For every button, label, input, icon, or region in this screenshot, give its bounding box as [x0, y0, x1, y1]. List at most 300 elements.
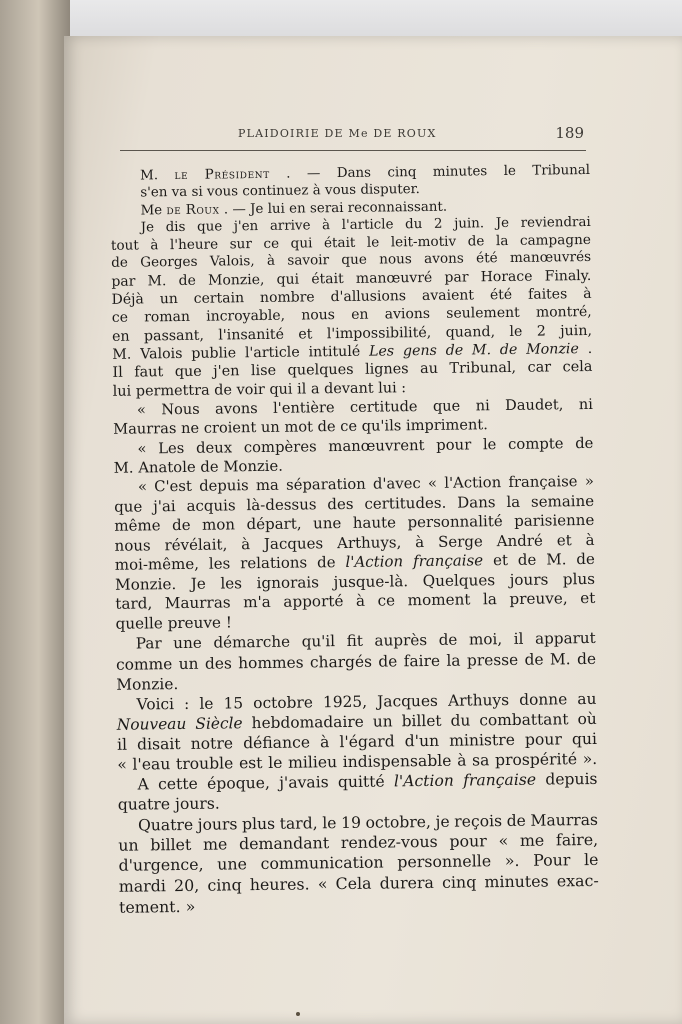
word: Daudet, [504, 396, 564, 414]
word: arrive [269, 218, 311, 235]
word: ce [111, 309, 129, 327]
word: à [583, 286, 592, 303]
word: certain [193, 290, 245, 307]
word: cinq [207, 875, 242, 895]
word: rendez-vous [340, 831, 438, 852]
word: moi-même, [114, 554, 200, 574]
word: notre [190, 733, 234, 753]
word: ignorais [256, 572, 320, 592]
word: Siècle [195, 713, 243, 733]
word: française [508, 473, 578, 492]
word: Georges [140, 254, 198, 271]
word: il [116, 735, 128, 754]
word: haute [352, 513, 397, 532]
word: impriment. [405, 416, 488, 435]
word: de [316, 553, 336, 572]
word: 2 [433, 216, 443, 233]
word: l'Action [345, 552, 404, 571]
word: plus [241, 814, 276, 833]
word: qui [571, 729, 598, 748]
word: nous [301, 307, 336, 324]
word: Finaly. [544, 267, 592, 285]
word: que [196, 219, 223, 235]
word: un [118, 835, 139, 855]
word: Pour [533, 850, 571, 871]
word: j'ai [153, 496, 176, 515]
word: Tribunal, [449, 360, 517, 378]
word: de [575, 434, 594, 452]
word: . [587, 340, 593, 357]
word: en [111, 328, 130, 345]
word: donne [519, 689, 568, 709]
word: . [223, 202, 229, 218]
word: française [412, 551, 484, 571]
word: un [159, 291, 178, 308]
facing-page-edge [0, 0, 70, 1024]
word: preuve, [509, 589, 568, 609]
word: par [444, 269, 469, 286]
word: mardi [118, 876, 167, 896]
word: durera [379, 872, 434, 893]
word: en [289, 201, 306, 217]
word: moi, [468, 629, 503, 649]
word: la [482, 590, 498, 609]
word: l'eau [132, 754, 171, 774]
word: » [584, 473, 594, 491]
word: serai [309, 200, 344, 217]
word: depuis [199, 477, 249, 496]
word: savoir [287, 252, 330, 269]
word: je [435, 812, 450, 831]
word: cinq [441, 872, 477, 892]
word: l'impossibilité, [326, 324, 432, 342]
word: cette [157, 774, 198, 794]
word: de [200, 458, 219, 476]
word: de [467, 232, 485, 250]
word: 19 [340, 813, 362, 832]
word: Dans [457, 492, 496, 512]
word: André [496, 531, 543, 550]
word: minutes [432, 164, 488, 180]
word: départ, [246, 514, 302, 534]
word: nous [379, 251, 412, 268]
word: une [312, 514, 342, 533]
word: lignes [364, 361, 409, 379]
word: qu'il [301, 631, 336, 651]
word: presse [466, 650, 519, 670]
word: nous [114, 535, 151, 555]
word: Monzie. [114, 574, 177, 594]
word: d'un [404, 731, 440, 750]
word: plus [562, 569, 596, 588]
word: Quelques [422, 570, 496, 590]
word: avions [384, 306, 431, 323]
word: pour [436, 436, 472, 454]
facing-page-text-fragment [2, 20, 25, 77]
word: sa [471, 751, 490, 770]
word: l'heure [169, 236, 219, 253]
word: et [298, 325, 313, 343]
word: l'article [244, 344, 300, 362]
word: cinq [387, 165, 417, 181]
word: intitulé [308, 343, 361, 361]
word: et [580, 589, 596, 608]
word: le [268, 753, 283, 772]
word: : [183, 694, 190, 713]
word: à [355, 592, 366, 611]
word: incroyable, [206, 308, 286, 326]
word: de [438, 630, 458, 649]
word: ce [377, 591, 396, 610]
word: gens [402, 342, 437, 360]
body-text [96, 162, 599, 918]
word: des [204, 653, 232, 673]
word: « [137, 478, 148, 496]
word: à [241, 534, 251, 553]
word: tement. [118, 896, 181, 917]
word: faut [134, 364, 164, 381]
word: qui [290, 234, 313, 252]
word: un [372, 711, 393, 731]
word: : [401, 380, 407, 397]
word: reconnaissant. [347, 199, 448, 216]
word: moment [407, 590, 471, 610]
word: Roux [185, 202, 220, 218]
word: à [319, 732, 330, 751]
word: billet [150, 834, 192, 855]
word: combattant [479, 709, 569, 729]
word: M. [471, 342, 492, 359]
word: le [174, 167, 189, 184]
word: le [366, 234, 380, 251]
word: ma [255, 477, 279, 495]
word: M. [113, 459, 134, 477]
word: « [117, 755, 127, 774]
word: pour [524, 729, 562, 749]
word: ». [582, 749, 598, 768]
word: mon [202, 515, 236, 534]
word: jours [509, 570, 549, 589]
word: ! [225, 613, 233, 632]
header-rule [120, 150, 586, 151]
word: avaient [421, 287, 475, 305]
word: de [517, 550, 537, 569]
word: et [556, 530, 572, 549]
word: milieu [287, 752, 338, 772]
word: faites [528, 286, 568, 303]
word: ne [180, 419, 200, 437]
word: à [415, 532, 425, 551]
word: chargés [309, 652, 373, 671]
word: quatre [117, 795, 171, 815]
word: tout [110, 237, 139, 254]
word: campagne [519, 231, 591, 249]
word: indispensable [342, 751, 452, 771]
word: au [420, 361, 439, 378]
word: démarche [213, 632, 291, 652]
word: M. [549, 649, 571, 669]
word: apporté [283, 592, 344, 612]
word: seulement [446, 305, 520, 323]
word: prospérité [494, 750, 578, 770]
word: billet [401, 711, 442, 730]
word: Me [140, 203, 163, 219]
word: des [327, 494, 354, 513]
word: juin. [454, 216, 485, 232]
word: j'en [213, 363, 240, 381]
word: publie [191, 345, 237, 362]
word: va [171, 185, 188, 201]
word: était [323, 234, 356, 251]
word: d'allusions [330, 288, 407, 306]
word: une [217, 854, 248, 875]
word: « [498, 830, 509, 851]
word: auprès [374, 630, 428, 650]
word: quitté [337, 772, 385, 792]
word: de [111, 254, 129, 272]
word: même [114, 516, 161, 535]
word: qui [276, 271, 300, 288]
word: de [524, 650, 544, 669]
word: Monzie. [223, 457, 284, 476]
word: de [506, 811, 526, 830]
word: quelle [115, 614, 163, 633]
word: le [503, 163, 517, 180]
word: les [208, 554, 231, 573]
word: Anatole [138, 458, 196, 477]
word: devant [323, 380, 374, 398]
word: révélait, [164, 534, 228, 554]
word: 1925, [322, 692, 368, 711]
word: permettra [135, 382, 210, 400]
word: s'en [140, 185, 168, 201]
word: l'égard [339, 731, 395, 751]
word: « [317, 874, 328, 894]
word: que [114, 496, 143, 516]
word: du [405, 217, 423, 233]
word: « [137, 440, 147, 458]
word: cela [562, 359, 593, 376]
word: acquis [186, 495, 236, 515]
word: pour [449, 831, 487, 851]
word: Il [112, 365, 123, 382]
word: Je [495, 216, 510, 232]
word: disait [136, 734, 181, 754]
word: de [214, 382, 233, 399]
word: d'urgence, [118, 855, 204, 876]
word: de [499, 341, 518, 359]
word: de [445, 342, 464, 359]
word: Je [140, 220, 155, 236]
word: Nous [161, 400, 200, 419]
word: Jacques [377, 691, 439, 711]
word: Tribunal [532, 162, 591, 179]
word: exac- [556, 870, 599, 891]
word: été [489, 287, 513, 304]
word: certitude [349, 397, 418, 416]
page-number: 189 [555, 124, 584, 142]
word: de [378, 651, 398, 671]
word: » [185, 896, 196, 916]
word: heures. [249, 874, 310, 895]
word: Par [135, 633, 162, 653]
word: Monzie [526, 341, 579, 358]
word: demandant [238, 833, 330, 854]
word: en [351, 307, 369, 324]
word: disputer. [360, 182, 420, 199]
word: est [238, 753, 263, 773]
word: lui [267, 201, 285, 217]
word: jours [197, 814, 238, 834]
word: à [266, 253, 276, 270]
word: manœuvrés [509, 249, 592, 267]
word: jours. [174, 794, 220, 814]
word: manœuvrent [328, 436, 425, 455]
word: 2 [536, 323, 546, 340]
word: personnelle [397, 851, 492, 872]
word: vous [206, 184, 239, 201]
word: ministre [449, 730, 516, 750]
word: la [495, 232, 509, 249]
word: Cela [335, 873, 372, 894]
word: quand, [445, 323, 496, 341]
word: qui [269, 381, 293, 399]
word: de [178, 272, 196, 289]
word: depuis [545, 770, 598, 789]
word: avons [424, 250, 464, 268]
word: le [322, 813, 337, 832]
word: l'entière [272, 398, 335, 417]
word: de [317, 417, 336, 436]
word: la [446, 651, 461, 670]
word: — [306, 166, 321, 182]
word: deux [195, 439, 233, 457]
word: tard, [279, 813, 318, 833]
word: Monzie, [207, 271, 265, 289]
word: Valois [140, 345, 183, 363]
word: car [527, 359, 552, 377]
word: Les [368, 343, 395, 360]
word: Arthuys, [336, 532, 402, 552]
word: Jacques [263, 533, 324, 553]
word: communication [260, 852, 384, 874]
word: au [577, 689, 597, 708]
word: nombre [259, 289, 315, 307]
word: apparut [534, 628, 596, 648]
word: Je [249, 201, 264, 217]
word: lui [112, 383, 132, 400]
word: une [173, 633, 202, 652]
word: — [232, 201, 246, 218]
word: à [457, 751, 467, 770]
word: leit-motiv [390, 233, 457, 251]
word: Arthuys [447, 690, 510, 710]
word: à [585, 530, 595, 549]
word: M. [140, 168, 159, 184]
word: tard, [115, 594, 153, 614]
word: faire [403, 651, 441, 670]
paper-speck [296, 1012, 300, 1016]
word: minutes [484, 871, 549, 892]
word: faire, [555, 829, 599, 850]
word: lui [378, 380, 397, 397]
word: reçois [454, 811, 503, 831]
word: le [482, 435, 497, 454]
word: octobre [253, 692, 313, 712]
word: d'avec [372, 475, 421, 493]
word: Président [204, 166, 270, 183]
word: Valois, [209, 253, 255, 270]
word: hommes [238, 653, 304, 672]
word: ni [578, 395, 593, 413]
word: A [137, 775, 149, 794]
word: Maurras [113, 419, 177, 438]
word: défiance [243, 733, 311, 752]
word: Dans [336, 165, 372, 182]
word: Quatre [137, 815, 194, 835]
word: j'en [233, 219, 259, 235]
word: un [178, 654, 199, 673]
word: par [111, 273, 136, 290]
word: octobre, [365, 812, 432, 832]
word: française [463, 770, 537, 790]
word: Serge [437, 531, 483, 551]
word: Je [190, 574, 206, 593]
word: hebdomadaire [251, 712, 364, 732]
word: de [576, 549, 595, 569]
word: l'article [341, 217, 394, 234]
word: preuve [167, 613, 222, 633]
word: sur [229, 235, 252, 252]
word: jusque-là. [333, 571, 409, 591]
word: de [166, 202, 182, 218]
word: dis [165, 220, 186, 236]
word: . [286, 166, 291, 182]
word: parisienne [514, 510, 595, 530]
word: à [322, 218, 331, 234]
word: l'insanité [218, 326, 285, 344]
word: compte [507, 435, 564, 453]
word: si [191, 185, 203, 201]
word: ce [263, 235, 280, 252]
word: que [432, 397, 461, 415]
word: le [199, 694, 214, 713]
word: l'Action [393, 771, 455, 791]
word: le [509, 323, 523, 340]
word: de [576, 649, 597, 668]
word: a [310, 381, 320, 398]
word: fit [346, 631, 363, 650]
word: comme [115, 654, 173, 674]
word: relations [240, 553, 308, 573]
word: était [311, 270, 344, 288]
word: « [427, 475, 438, 493]
word: juin, [560, 322, 593, 339]
word: m'a [243, 593, 271, 612]
word: passant, [143, 327, 205, 344]
word: M. [147, 273, 167, 290]
word: ». [504, 851, 520, 871]
word: les [220, 573, 243, 593]
word: reviendrai [520, 215, 591, 232]
word: lise [250, 363, 277, 380]
word: il [296, 381, 307, 398]
word: montré, [535, 304, 592, 321]
word: de [171, 515, 191, 535]
word: un [260, 418, 280, 436]
word: C'est [154, 478, 193, 496]
word: me [202, 834, 228, 854]
